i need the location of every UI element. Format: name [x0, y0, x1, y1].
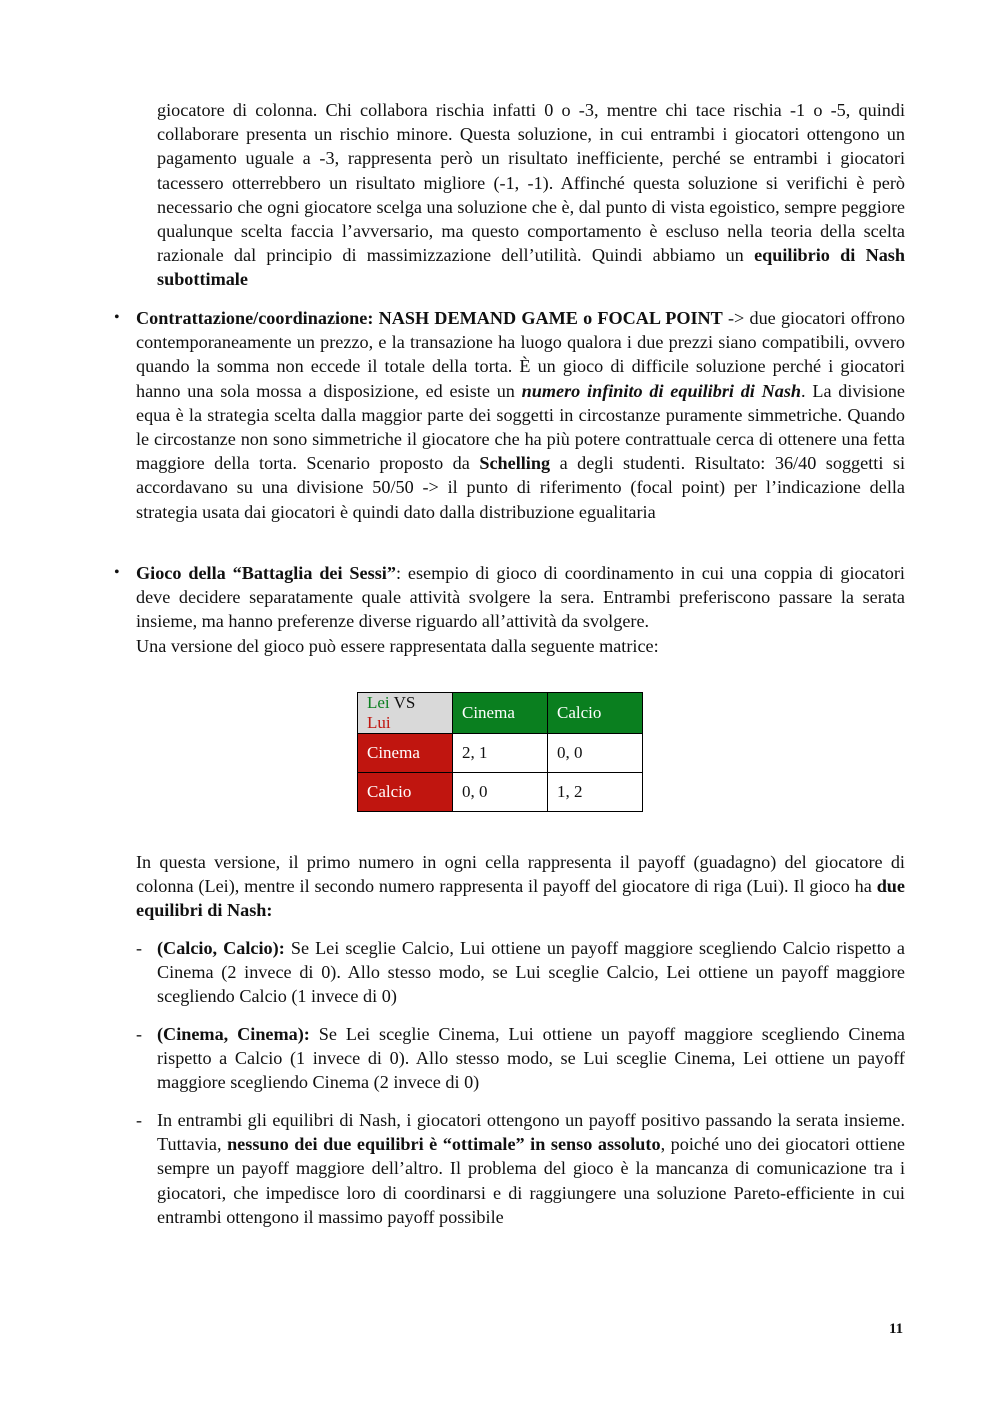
intro-paragraph: [157, 98, 905, 292]
matrix-header-row: [358, 693, 643, 734]
matrix-row: [358, 773, 643, 812]
col-header: Cinema: [453, 693, 548, 734]
matrix-corner: [358, 693, 453, 734]
page-number: 11: [889, 1321, 904, 1337]
dash-item-calcio: [157, 936, 905, 1009]
after-matrix-paragraph: [136, 850, 905, 923]
matrix-cell: 2, 1: [453, 734, 548, 773]
corner-lei: Lei: [367, 693, 390, 712]
dash-bold: (Cinema, Cinema):: [157, 1024, 310, 1044]
bullet-bold: Schelling: [479, 453, 551, 474]
dash-item-conclusion: [157, 1108, 905, 1229]
dash-marker: -: [136, 938, 142, 958]
bullet-bold-italic: numero infinito di equilibri di Nash: [521, 380, 802, 401]
bullet-heading: Gioco della “Battaglia dei Sessi”: [136, 563, 396, 583]
bullet-text: a degli studenti. Risultato: 36/40 soggetti si accordavano su una divisione 50/50 -> il punto di riferimento (focal point) per l’indicazione della strategia usata dai giocatori è quindi dato dalla distribuzione egualitaria: [136, 453, 905, 522]
dash-bold: nessuno dei due equilibri è “ottimale” in senso assoluto: [227, 1134, 661, 1155]
payoff-matrix: [357, 692, 643, 812]
corner-vs: VS: [389, 693, 416, 712]
dash-marker: -: [136, 1024, 142, 1044]
paragraph-text: In questa versione, il primo numero in ogni cella rappresenta il payoff (guadagno) del giocatore di colonna (Lei), mentre il secondo numero rappresenta il payoff del giocatore di riga (Lui). Il gioco ha: [136, 852, 905, 897]
bullet-battaglia: [136, 561, 905, 658]
matrix-row: [358, 734, 643, 773]
col-header: Calcio: [548, 693, 643, 734]
dash-text: In entrambi gli equilibri di Nash, i giocatori ottengono un payoff positivo passando la serata insieme. Tuttavia,: [157, 1110, 905, 1155]
matrix-cell: 1, 2: [548, 773, 643, 812]
paragraph-bold: due equilibri di Nash:: [136, 876, 905, 921]
dash-marker: -: [136, 1110, 142, 1130]
matrix-intro: Una versione del gioco può essere rappresentata dalla seguente matrice:: [136, 635, 659, 656]
corner-lui: Lui: [367, 713, 391, 732]
row-header: Cinema: [358, 734, 453, 773]
intro-text: giocatore di colonna. Chi collabora rischia infatti 0 o -3, mentre chi tace rischia -1 o -5, quindi collaborare presenta un rischio minore. Questa soluzione, in cui entrambi i giocatori ottengono un pagamento uguale a -3, rappresenta però un risultato inefficiente, perché se entrambi i giocatori tacessero otterrebbero un risultato migliore (-1, -1). Affinché questa soluzione si verifichi è però necessario che ogni giocatore scelga una soluzione che è, dal punto di vista egoistico, sempre peggiore qualunque scelta faccia l’avversario, ma questo comportamento è escluso nella teoria della scelta razionale dal principio di massimizzazione dell’utilità. Quindi abbiamo un: [157, 100, 905, 266]
dash-text: , poiché uno dei giocatori ottiene sempre un payoff maggiore dell’altro. Il problema del gioco è la mancanza di comunicazione tra i giocatori, che impedisce loro di coordinarsi e di raggiungere una soluzione Pareto-efficiente in cui entrambi ottengono il massimo payoff possibile: [157, 1134, 905, 1227]
intro-bold: equilibrio di Nash subottimale: [157, 245, 906, 290]
bullet-text: : esempio di gioco di coordinamento in cui una coppia di giocatori deve decidere separatamente quale attività svolgere la sera. Entrambi preferiscono passare la serata insieme, ma hanno preferenze diverse riguardo all’attività da svolgere.: [136, 563, 905, 632]
dash-item-cinema: [157, 1022, 905, 1095]
bullet-marker: •: [114, 564, 120, 581]
dash-text: Se Lei sceglie Cinema, Lui ottiene un payoff maggiore scegliendo Cinema rispetto a Calcio (1 invece di 0). Allo stesso modo, se Lui sceglie Cinema, Lei ottiene un payoff maggiore scegliendo Cinema (2 invece di 0): [157, 1024, 905, 1093]
matrix-cell: 0, 0: [453, 773, 548, 812]
dash-text: Se Lei sceglie Calcio, Lui ottiene un payoff maggiore scegliendo Calcio rispetto a Cinema (2 invece di 0). Allo stesso modo, se Lui sceglie Calcio, Lei ottiene un payoff maggiore scegliendo Calcio (1 invece di 0): [157, 938, 906, 1007]
bullet-text: -> due giocatori offrono contemporaneamente un prezzo, e la transazione ha luogo qualora i due prezzi siano compatibili, ovvero quando la somma non eccede il totale della torta. È un gioco di difficile soluzione perché i giocatori hanno una sola mossa a disposizione, ed esiste un: [136, 308, 905, 401]
bullet-heading: Contrattazione/coordinazione: NASH DEMAND GAME o FOCAL POINT: [136, 308, 723, 328]
bullet-contrattazione: [136, 306, 905, 524]
bullet-text: . La divisione equa è la strategia scelta dalla maggior parte dei soggetti in circostanze puramente simmetriche. Quando le circostanze non sono simmetriche il giocatore che ha più potere contrattuale cerca di ottenere una fetta maggiore della torta. Scenario proposto da: [136, 380, 905, 474]
dash-bold: (Calcio, Calcio):: [157, 938, 285, 958]
row-header: Calcio: [358, 773, 453, 812]
matrix-cell: 0, 0: [548, 734, 643, 773]
bullet-marker: •: [114, 309, 120, 326]
